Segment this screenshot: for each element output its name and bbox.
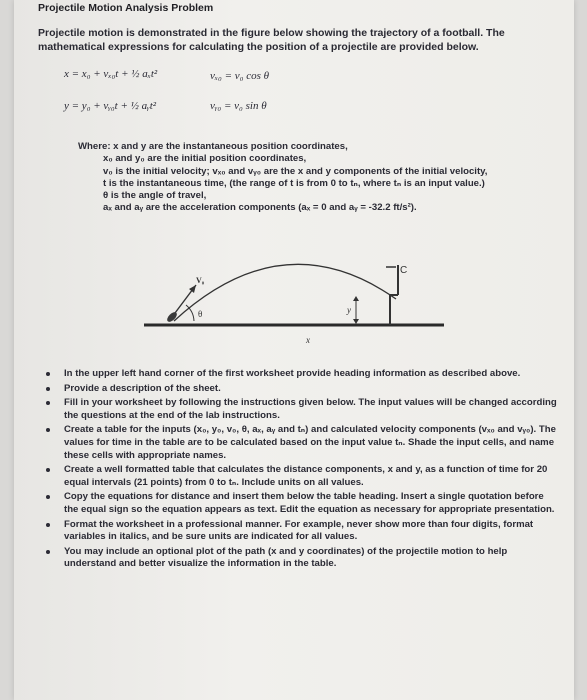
- equation-x: x = x₀ + vₓ₀t + ½ aₓt²: [64, 68, 158, 80]
- label-v0: V₀: [196, 276, 205, 285]
- label-y: y: [347, 305, 351, 315]
- football-icon: [165, 310, 178, 323]
- document-page: [14, 0, 574, 700]
- where-line-2: v₀ is the initial velocity; vₓ₀ and vᵧ₀ are the x and y components of the initial velocity,: [103, 165, 488, 177]
- label-theta: θ: [198, 309, 203, 319]
- list-item: You may include an optional plot of the path (x and y coordinates) of the projectile motion to help understand and better visualize the information in the table.: [38, 546, 558, 571]
- where-line-1: x₀ and y₀ are the initial position coordinates,: [103, 153, 307, 165]
- list-item: Create a table for the inputs (x₀, y₀, v₀, θ, aₓ, aᵧ and tₙ) and calculated velocity components (vₓ₀ and vᵧ₀). The values for time in the table are to be calculated based on the input value tₙ. Shade the input cells, and name these cells with appropriate names.: [38, 424, 558, 462]
- variable-definitions: [78, 141, 548, 215]
- intro-paragraph: Projectile motion is demonstrated in the figure below showing the trajectory of a football. The mathematical expressions for calculating the position of a projectile are provided below.: [38, 27, 505, 53]
- where-line-5: aₓ and aᵧ are the acceleration components (aₓ = 0 and aᵧ = -32.2 ft/s²).: [103, 202, 417, 214]
- where-line-0: Where: x and y are the instantaneous position coordinates,: [78, 141, 348, 152]
- document-title: Projectile Motion Analysis Problem: [38, 2, 214, 14]
- equation-vy: vᵧ₀ = v₀ sin θ: [210, 100, 267, 112]
- trajectory-figure: [134, 255, 454, 350]
- list-item: Provide a description of the sheet.: [38, 383, 558, 396]
- list-item: Copy the equations for distance and insert them below the table heading. Insert a single quotation before the equal sign so the equation appears as text. Edit the equation as necessary for appropriate presentation.: [38, 491, 558, 516]
- where-line-3: t is the instantaneous time, (the range of t is from 0 to tₙ, where tₙ is an input value.): [103, 177, 485, 189]
- where-line-4: θ is the angle of travel,: [103, 190, 207, 202]
- list-item: Fill in your worksheet by following the instructions given below. The input values will be changed according the questions at the end of the lab instructions.: [38, 397, 558, 422]
- equation-vx: vₓ₀ = v₀ cos θ: [210, 70, 270, 82]
- list-item: Format the worksheet in a professional manner. For example, never show more than four digits, format variables in italics, and be sure units are indicated for all values.: [38, 519, 558, 544]
- label-c: C: [400, 265, 408, 276]
- list-item: In the upper left hand corner of the first worksheet provide heading information as described above.: [38, 368, 558, 381]
- equation-y: y = y₀ + vᵧ₀t + ½ aᵧt²: [64, 100, 157, 112]
- instruction-list: [38, 368, 558, 573]
- trajectory-arc: [174, 264, 396, 321]
- label-x: x: [306, 335, 310, 345]
- list-item: Create a well formatted table that calculates the distance components, x and y, as a function of time for 20 equal intervals (21 points) from 0 to tₙ. Include units on all values.: [38, 464, 558, 489]
